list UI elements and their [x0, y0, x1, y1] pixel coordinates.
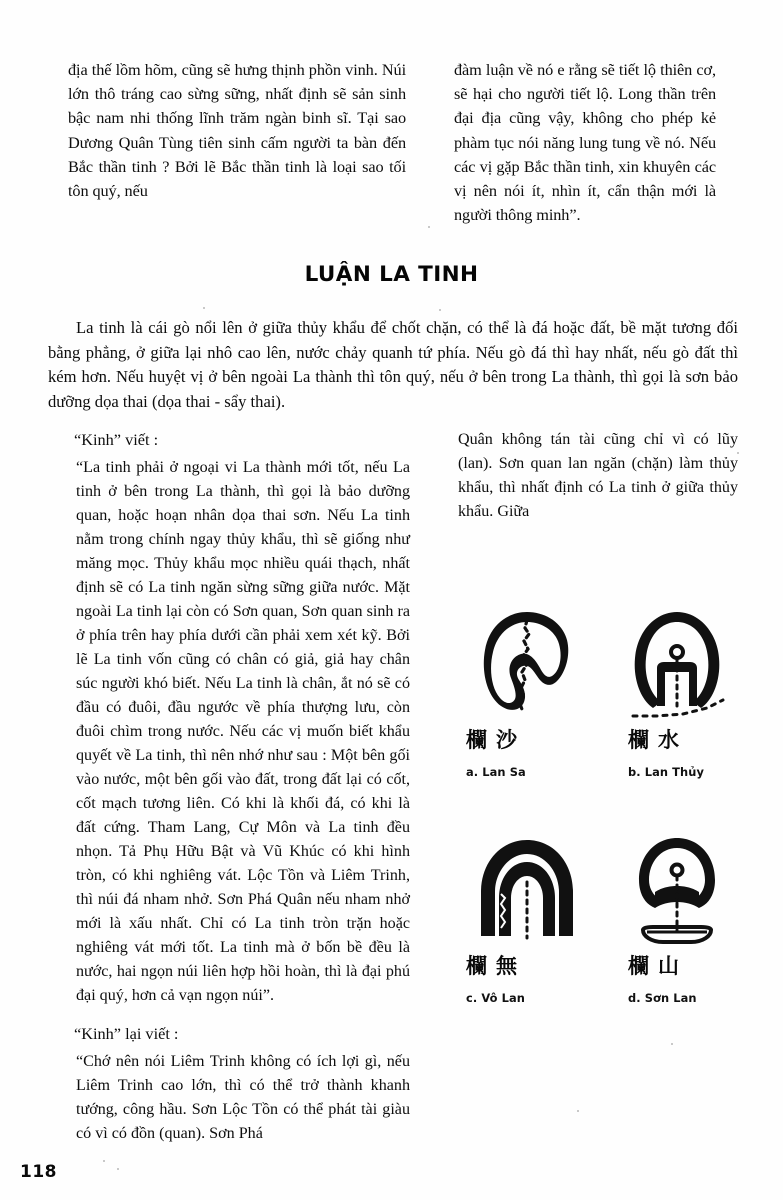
- figure-b-caption: b. Lan Thủy: [628, 765, 704, 779]
- figure-grid: [452, 606, 752, 1012]
- figure-b: [602, 606, 752, 786]
- kinh-lai-viet-lead-in: “Kinh” lại viết :: [74, 1024, 179, 1043]
- scan-speckle: [439, 309, 441, 311]
- lan-sa-diagram: [452, 606, 602, 724]
- son-lan-diagram: [602, 832, 752, 950]
- scan-speckle: [117, 1168, 119, 1170]
- figure-d: [602, 832, 752, 1012]
- scan-speckle: [103, 1160, 105, 1162]
- top-right-paragraph: đàm luận về nó e rằng sẽ tiết lộ thiên cơ, sẽ hại cho người tiết lộ. Long thần trên đại địa cũng vậy, không cho phép kẻ phàm tục nói năng lung tung về nó. Nếu các vị gặp Bắc thần tinh, xin khuyên các vị nên nói ít, nhìn ít, cẩn thận mới là người thông minh”.: [454, 60, 716, 225]
- vo-lan-diagram: [452, 832, 602, 950]
- scan-speckle: [203, 307, 205, 309]
- figure-c-caption: c. Vô Lan: [466, 991, 525, 1005]
- top-left-paragraph: địa thế lồm hõm, cũng sẽ hưng thịnh phồn vinh. Núi lớn thô tráng cao sừng sững, nhất định sẽ sản sinh bậc nam nhi thống lĩnh trăm ngàn binh sĩ. Tại sao Dương Quân Tùng tiên sinh cấm người ta bàn đến Bắc thần tinh ? Bởi lẽ Bắc thần tinh là loại sao tối tôn quý, nếu: [68, 60, 406, 201]
- top-two-column-block: [68, 58, 716, 227]
- figure-row-top: [452, 606, 752, 786]
- top-column-left: [68, 58, 406, 227]
- figure-row-bottom: [452, 832, 752, 1012]
- kinh-quote-two: “Chớ nên nói Liêm Trinh không có ích lợi gì, nếu Liêm Trinh cao lớn, thì có thể trở thành khanh tướng, công hầu. Sơn Lộc Tồn có thể phát tài giàu có vì có đồn (quan). Sơn Phá: [76, 1053, 410, 1142]
- figure-d-caption: d. Sơn Lan: [628, 991, 697, 1005]
- page-number: 118: [20, 1162, 57, 1182]
- right-column-paragraph: Quân không tán tài cũng chỉ vì có lũy (lan). Sơn quan lan ngăn (chặn) làm thủy khẩu, thì nhất định có La tinh ở giữa thủy khẩu. Giữa: [458, 431, 738, 520]
- figure-c: [452, 832, 602, 1012]
- intro-paragraph: La tinh là cái gò nổi lên ở giữa thủy khẩu để chốt chặn, có thể là đá hoặc đất, bề mặt tương đối bằng phẳng, ở giữa lại nhô cao lên, nước chảy quanh tứ phía. Nếu gò đá thì hay nhất, nếu gò đất thì kém hơn. Nếu huyệt vị ở bên ngoài La thành thì tôn quý, nếu ở bên trong La thành, thì gọi là sơn bảo dưỡng dọa thai (dọa thai - sẩy thai).: [48, 318, 738, 411]
- kinh-quote-one: “La tinh phải ở ngoại vi La thành mới tốt, nếu La tinh ở bên trong La thành, thì gọi là bảo dưỡng quan, hoặc hoạn nhân dọa thai sơn. Nếu La tinh nằm trong chính ngay thủy khẩu, thì sẽ giống như măng mọc. Thủy khẩu mọc nhiều quái thạch, nhất định sẽ có La tinh ngăn sừng sững giữa nước. Mặt ngoài La tinh lại còn có Sơn quan, Sơn quan sinh ra ở phía trên hay phía dưới cần phải xem xét kỹ. Bởi lẽ La tinh vốn cũng có chân có giả, giả hay chân súc người khó biết. Nếu La tinh là chân, ắt nó sẽ có đầu có đuôi, đầu ngước về phía thượng lưu, còn đuôi chìm trong nước. Nếu các vị muốn biết khẩu quyết về La tinh, thì nên nhớ như sau : Một bên gối vào nước, một bên gối vào đất, trong đất lại có cốt, cốt mạch tương liên. Có khi là khối đá, có khi là đất cứng. Tham Lang, Cự Môn và La tinh đều nhọn. Tả Phụ Hữu Bật và Vũ Khúc có khi hình tròn, có khi nghiêng vát. Lộc Tồn và Liêm Trinh, thì núi đá nham nhở. Sơn Phá Quân nếu nham nhở mới là xấu nhất. Chỉ có La tinh tròn trặn hoặc nghiêng vát mới tốt. La tinh mà ở bốn bề đều là nước, hai ngọn núi liên hợp hồi hoàn, thì là đại phú đại quý, hơn cả vạn ngọn núi”.: [76, 459, 410, 1004]
- figure-b-han: 欄水: [628, 728, 688, 752]
- figure-c-han: 欄無: [466, 954, 526, 978]
- figure-a-han: 欄沙: [466, 728, 526, 752]
- kinh-viet-lead-in: “Kinh” viết :: [74, 430, 159, 449]
- lower-two-column-block: [62, 428, 738, 1148]
- lower-column-left: [62, 428, 410, 1160]
- figure-a: [452, 606, 602, 786]
- lan-thuy-diagram: [602, 606, 752, 724]
- top-column-right: [454, 58, 716, 227]
- figure-a-caption: a. Lan Sa: [466, 765, 526, 779]
- figure-d-han: 欄山: [628, 954, 688, 978]
- section-heading: LUẬN LA TINH: [304, 262, 479, 287]
- lower-column-right: [452, 428, 738, 524]
